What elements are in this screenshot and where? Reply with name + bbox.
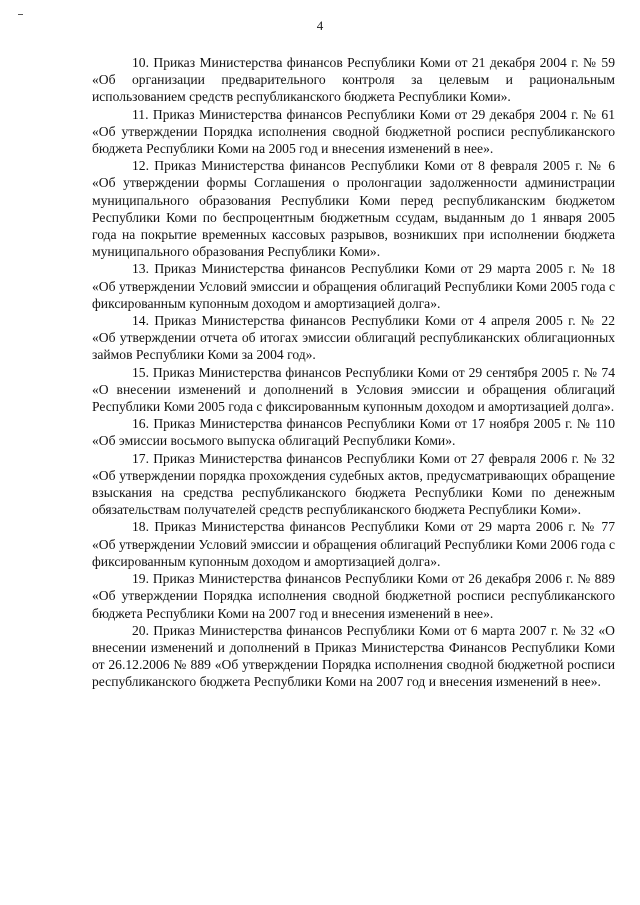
list-item: 17. Приказ Министерства финансов Республики Коми от 27 февраля 2006 г. № 32 «Об утверждении порядка прохождения судебных актов, предусматривающих обращение взыскания на средства республиканского бюджета Республики Коми по денежным обязательствам получателей средств республиканского бюджета Республики Коми». bbox=[92, 450, 615, 518]
list-item: 13. Приказ Министерства финансов Республики Коми от 29 марта 2005 г. № 18 «Об утверждении Условий эмиссии и обращения облигаций Республики Коми 2005 года с фиксированным купонным доходом и амортизацией долга». bbox=[92, 261, 615, 311]
list-item: 18. Приказ Министерства финансов Республики Коми от 29 марта 2006 г. № 77 «Об утверждении Условий эмиссии и обращения облигаций Республики Коми 2006 года с фиксированным купонным доходом и амортизацией долга». bbox=[92, 519, 615, 569]
list-item: 19. Приказ Министерства финансов Республики Коми от 26 декабря 2006 г. № 889 «Об утверждении Порядка исполнения сводной бюджетной росписи республиканского бюджета Республики Коми на 2007 год и внесения изменений в нее». bbox=[92, 571, 615, 621]
list-item: 10. Приказ Министерства финансов Республики Коми от 21 декабря 2004 г. № 59 «Об организации предварительного контроля за целевым и рациональным использованием средств республиканского бюджета Республики Коми». bbox=[92, 55, 615, 105]
order-list bbox=[92, 54, 615, 691]
list-item: 12. Приказ Министерства финансов Республики Коми от 8 февраля 2005 г. № 6 «Об утверждении формы Соглашения о пролонгации задолженности администрации муниципального образования Республики Коми перед республиканским бюджетом Республики Коми по беспроцентным бюджетным ссудам, выданным до 1 января 2005 года на покрытие временных кассовых разрывов, возникших при исполнении бюджета муниципального образования Республики Коми». bbox=[92, 158, 615, 260]
list-item: 15. Приказ Министерства финансов Республики Коми от 29 сентября 2005 г. № 74 «О внесении изменений и дополнений в Условия эмиссии и обращения облигаций Республики Коми 2005 года с фиксированным купонным доходом и амортизацией долга». bbox=[92, 364, 615, 415]
list-item: 14. Приказ Министерства финансов Республики Коми от 4 апреля 2005 г. № 22 «Об утверждении отчета об итогах эмиссии облигаций республиканских облигационных займов Республики Коми за 2004 год». bbox=[92, 313, 615, 363]
list-item: 11. Приказ Министерства финансов Республики Коми от 29 декабря 2004 г. № 61 «Об утверждении Порядка исполнения сводной бюджетной росписи республиканского бюджета Республики Коми на 2005 год и внесения изменений в нее». bbox=[92, 106, 615, 157]
list-item: 16. Приказ Министерства финансов Республики Коми от 17 ноября 2005 г. № 110 «Об эмиссии восьмого выпуска облигаций Республики Коми». bbox=[92, 416, 615, 449]
page-number: 4 bbox=[316, 18, 324, 33]
list-item: 20. Приказ Министерства финансов Республики Коми от 6 марта 2007 г. № 32 «О внесении изменений и дополнений в Приказ Министерства Финансов Республики Коми от 26.12.2006 № 889 «Об утверждении Порядка исполнения сводной бюджетной росписи республиканского бюджета Республики Коми на 2007 год и внесения изменений в нее». bbox=[92, 622, 615, 690]
scan-mark bbox=[18, 14, 23, 15]
